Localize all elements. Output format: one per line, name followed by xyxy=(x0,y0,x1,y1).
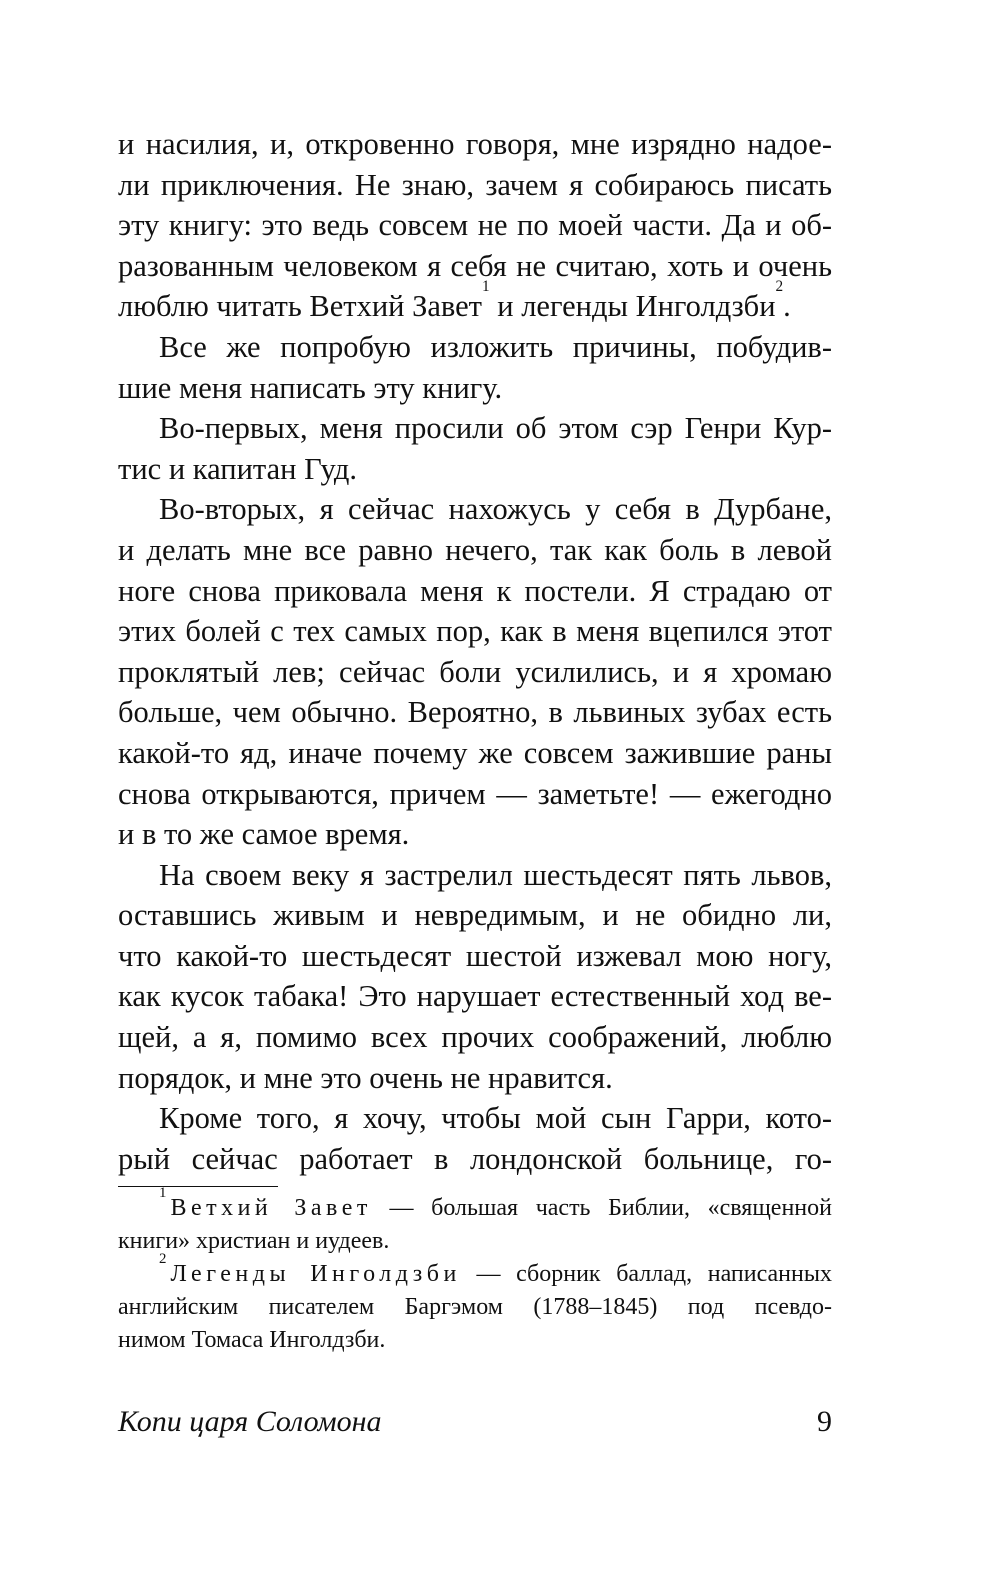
text-line: Во-вторых, я сейчас нахожусь у себя в Дурбане, xyxy=(159,492,832,527)
text-line: шие меня написать эту книгу. xyxy=(118,370,503,405)
footnote-mark: 2 xyxy=(159,1251,167,1268)
text-segment: . xyxy=(783,289,791,324)
footnote-reference: 1 xyxy=(482,278,490,296)
text-line: проклятый лев; сейчас боли усилились, и я хромаю xyxy=(118,654,832,689)
footnote-text: — сборник баллад, написанных xyxy=(460,1261,832,1287)
main-text xyxy=(118,124,832,1179)
footnote-2 xyxy=(118,1251,832,1291)
text-line: эту книгу: это ведь совсем не по моей части. Да и об- xyxy=(118,208,832,243)
page-number: 9 xyxy=(817,1405,832,1438)
text-line: ли приключения. Не знаю, зачем я собираюсь писать xyxy=(118,167,832,202)
text-line: и делать мне все равно нечего, так как боль в левой xyxy=(118,532,832,567)
footnotes xyxy=(118,1185,832,1357)
text-line: оставшись живым и невредимым, и не обидно ли, xyxy=(118,898,832,933)
text-line: Кроме того, я хочу, чтобы мой сын Гарри, кото- xyxy=(159,1101,832,1136)
text-line: разованным человеком я себя не считаю, хоть и очень xyxy=(118,248,832,283)
footnote-term: Легенды Инголдзби xyxy=(170,1261,461,1287)
footnote-term: Ветхий Завет xyxy=(170,1195,372,1221)
text-line: снова открываются, причем — заметьте! — ежегодно xyxy=(118,776,832,811)
text-line: рый сейчас работает в лондонской больнице, го- xyxy=(118,1141,832,1176)
page-footer xyxy=(118,1402,832,1442)
text-line: На своем веку я застрелил шестьдесят пять львов, xyxy=(159,857,832,892)
text-segment: люблю читать Ветхий Завет xyxy=(118,289,483,324)
text-line: Во-первых, меня просили об этом сэр Генри Кур- xyxy=(159,411,832,446)
text-line: щей, а я, помимо всех прочих соображений, люблю xyxy=(118,1020,832,1055)
text-line: что какой-то шестьдесят шестой изжевал мою ногу, xyxy=(118,938,832,973)
footnote-mark: 1 xyxy=(159,1185,167,1202)
text-line: тис и капитан Гуд. xyxy=(118,451,358,486)
footnote-1 xyxy=(118,1185,832,1225)
footnote-text-line: книги» христиан и иудеев. xyxy=(118,1228,390,1254)
text-line: какой-то яд, иначе почему же совсем зажившие раны xyxy=(118,735,832,770)
footnote-text-line: нимом Томаса Инголдзби. xyxy=(118,1327,386,1353)
text-line: и насилия, и, откровенно говоря, мне изрядно надое- xyxy=(118,127,832,161)
footnote-reference: 2 xyxy=(775,278,784,296)
footnote-separator xyxy=(118,1186,278,1187)
text-line xyxy=(118,278,832,327)
running-title: Копи царя Соломона xyxy=(118,1405,382,1438)
text-line: порядок, и мне это очень не нравится. xyxy=(118,1060,613,1095)
text-line: больше, чем обычно. Вероятно, в львиных зубах есть xyxy=(118,695,832,730)
text-line: Все же попробую изложить причины, побудив- xyxy=(159,329,832,364)
text-line: и в то же самое время. xyxy=(118,817,410,852)
footnote-text-line: английским писателем Баргэмом (1788–1845) под псевдо- xyxy=(118,1294,832,1320)
text-segment: и легенды Инголдзби xyxy=(489,289,776,324)
text-line: как кусок табака! Это нарушает естественный ход ве- xyxy=(118,979,832,1014)
page-body xyxy=(118,124,832,1179)
text-line: этих болей с тех самых пор, как в меня вцепился этот xyxy=(118,614,832,649)
footnote-text: — большая часть Библии, «священной xyxy=(371,1195,832,1221)
text-line: ноге снова приковала меня к постели. Я страдаю от xyxy=(118,573,832,608)
